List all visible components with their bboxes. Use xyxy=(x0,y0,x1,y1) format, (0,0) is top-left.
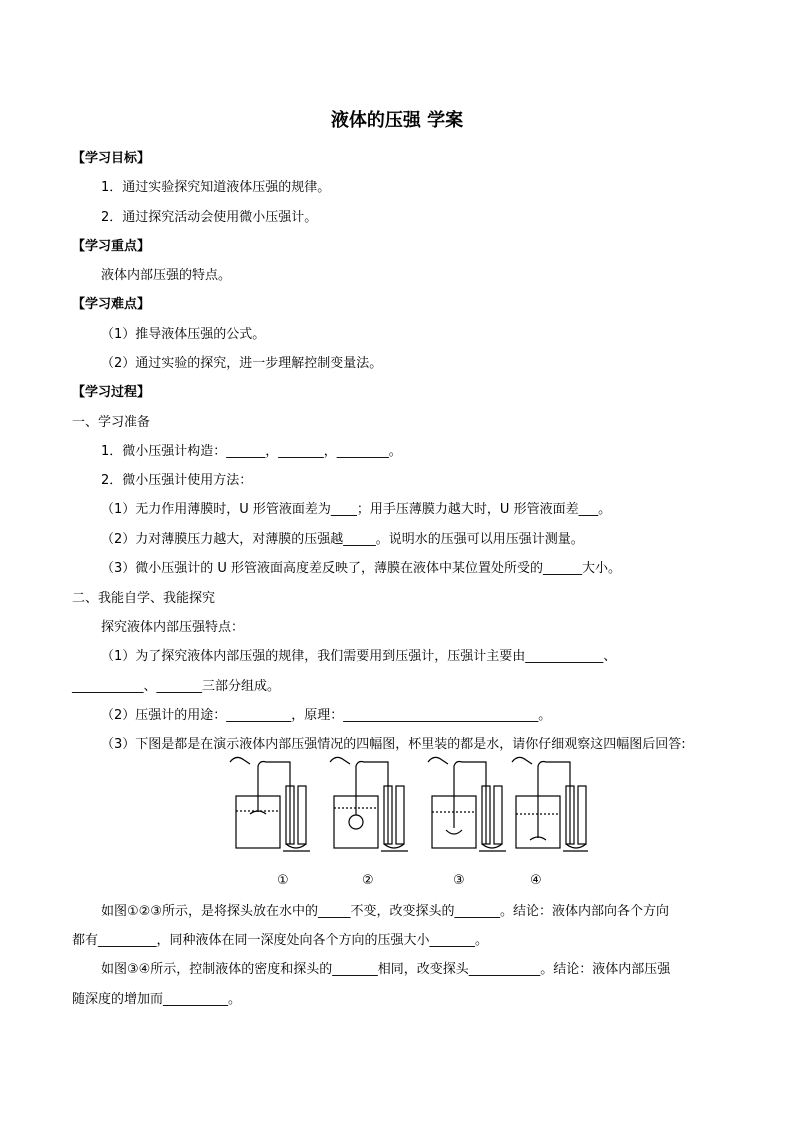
prep-item-3: （1）无力作用薄膜时，U 形管液面差为____；用手压薄膜力越大时，U 形管液面差___。 xyxy=(101,502,612,517)
explore-q1-line1: （1）为了探究液体内部压强的规律，我们需要用到压强计，压强计主要由____________、 xyxy=(101,649,617,664)
prep-item-5: （3）微小压强计的 U 形管液面高度差反映了，薄膜在液体中某位置处所受的______大小。 xyxy=(101,561,622,576)
pressure-gauge-figures xyxy=(228,756,588,856)
difficulty-2: （2）通过实验的探究，进一步理解控制变量法。 xyxy=(101,356,383,371)
goal-2: 2．通过探究活动会使用微小压强计。 xyxy=(101,210,318,225)
figure-label-3: ③ xyxy=(453,873,465,888)
heading-goals: 【学习目标】 xyxy=(72,151,151,166)
conclusion-2-line1: 如图③④所示，控制液体的密度和探头的_______相同，改变探头___________。结论：液体内部压强 xyxy=(101,962,671,977)
explore-q2: （2）压强计的用途：__________，原理：______________________________。 xyxy=(101,708,552,723)
figure-4-apparatus xyxy=(512,757,588,851)
figure-3-apparatus xyxy=(428,757,506,851)
prep-item-2: 2．微小压强计使用方法： xyxy=(101,473,253,488)
prep-item-4: （2）力对薄膜压力越大，对薄膜的压强越_____。说明水的压强可以用压强计测量。 xyxy=(101,532,584,547)
key-point: 液体内部压强的特点。 xyxy=(101,268,232,283)
figure-label-1: ① xyxy=(277,873,289,888)
explore-intro: 探究液体内部压强特点： xyxy=(101,620,245,635)
prep-item-1: 1．微小压强计构造：______，_______，________。 xyxy=(101,444,402,459)
difficulty-1: （1）推导液体压强的公式。 xyxy=(101,327,266,342)
explore-q3: （3）下图是都是在演示液体内部压强情况的四幅图，杯里装的都是水，请你仔细观察这四幅图后回答: xyxy=(101,737,686,752)
conclusion-1-line1: 如图①②③所示，是将探头放在水中的_____不变，改变探头的_______。结论：液体内部向各个方向 xyxy=(101,904,669,919)
explore-q1-line2: ___________、_______三部分组成。 xyxy=(72,679,281,694)
conclusion-1-line2: 都有_________，同种液体在同一深度处向各个方向的压强大小_______。 xyxy=(72,933,489,948)
goal-1: 1．通过实验探究知道液体压强的规律。 xyxy=(101,180,331,195)
figure-1-apparatus xyxy=(230,757,310,851)
conclusion-2-line2: 随深度的增加而__________。 xyxy=(72,992,242,1007)
heading-difficulty: 【学习难点】 xyxy=(72,297,151,312)
section-1-title: 一、学习准备 xyxy=(72,415,151,430)
figure-label-4: ④ xyxy=(530,873,542,888)
page-title: 液体的压强 学案 xyxy=(330,110,464,131)
heading-process: 【学习过程】 xyxy=(72,385,151,400)
figure-label-2: ② xyxy=(362,873,374,888)
heading-key: 【学习重点】 xyxy=(72,239,151,254)
figure-2-apparatus xyxy=(330,757,408,851)
section-2-title: 二、我能自学、我能探究 xyxy=(72,591,216,606)
